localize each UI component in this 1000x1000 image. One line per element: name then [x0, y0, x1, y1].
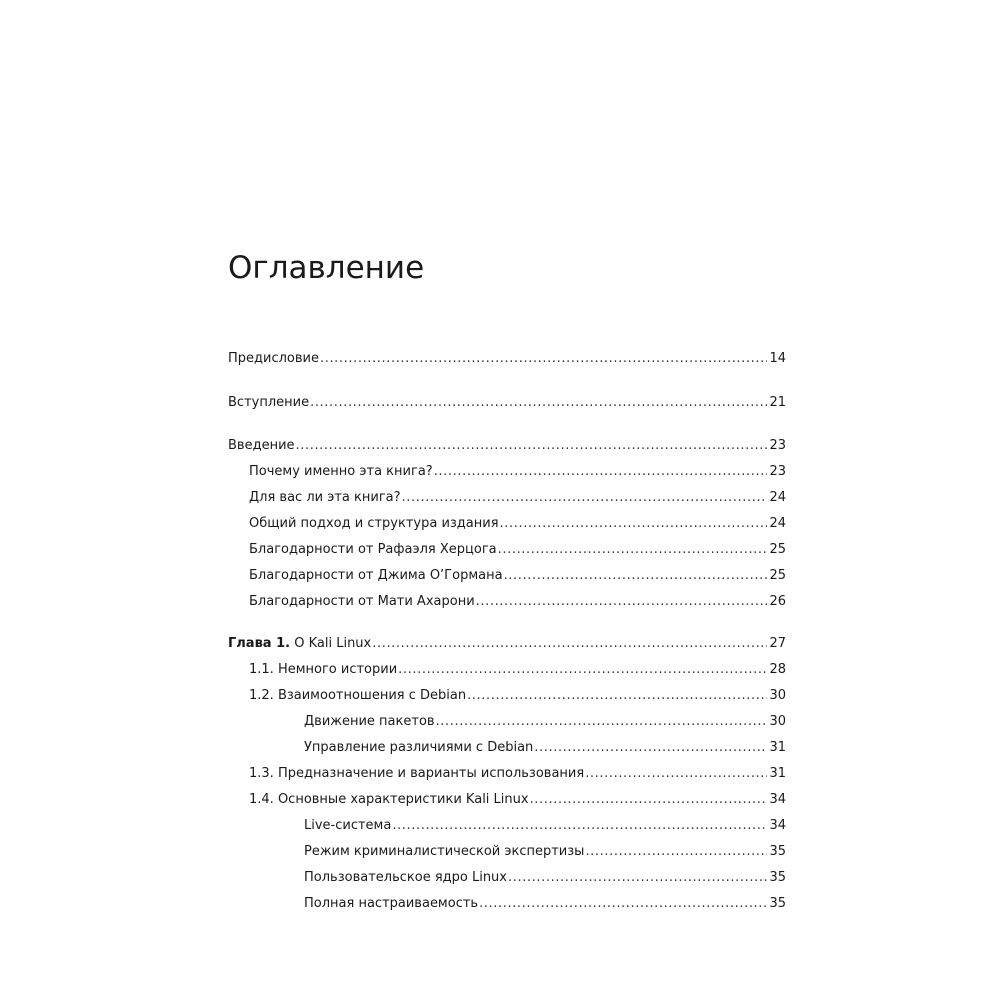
dot-leader	[434, 462, 768, 482]
toc-page-number: 26	[769, 594, 786, 609]
toc-entry[interactable]	[249, 592, 786, 612]
toc-page-number: 21	[769, 395, 786, 410]
dot-leader	[585, 764, 767, 784]
toc-page-number: 30	[769, 688, 786, 703]
toc-page-number: 28	[769, 662, 786, 677]
toc-page-number: 30	[769, 714, 786, 729]
toc-page-number: 25	[769, 542, 786, 557]
dot-leader	[296, 436, 768, 456]
toc-entry[interactable]	[249, 660, 786, 680]
toc-page-number: 24	[769, 516, 786, 531]
toc-entry[interactable]	[249, 540, 786, 560]
toc-entry[interactable]	[304, 712, 786, 732]
toc-entry-foreword[interactable]	[228, 393, 786, 413]
dot-leader	[372, 634, 767, 654]
toc-page-number: 34	[769, 792, 786, 807]
toc-entry[interactable]	[249, 462, 786, 482]
toc-entry-label: Благодарности от Мати Ахарони	[249, 594, 475, 609]
toc-page-number: 34	[769, 818, 786, 833]
page-title: Оглавление	[228, 250, 425, 286]
toc-entry-label: Вступление	[228, 395, 310, 410]
chapter-prefix: Глава 1.	[228, 636, 291, 651]
dot-leader	[530, 790, 768, 810]
dot-leader	[467, 686, 767, 706]
dot-leader	[476, 592, 768, 612]
toc-page-number: 31	[769, 740, 786, 755]
toc-page-number: 14	[769, 351, 786, 366]
toc-page-number: 24	[769, 490, 786, 505]
toc-entry[interactable]	[304, 842, 786, 862]
toc-page-number: 27	[769, 636, 786, 651]
toc-entry-label: 1.2. Взаимоотношения с Debian	[249, 688, 467, 703]
dot-leader	[398, 660, 767, 680]
toc-entry-label: Для вас ли эта книга?	[249, 490, 401, 505]
toc-entry-label: 1.3. Предназначение и варианты использования	[249, 766, 585, 781]
toc-entry-label: Предисловие	[228, 351, 319, 366]
dot-leader	[402, 488, 768, 508]
toc-entry[interactable]	[249, 488, 786, 508]
toc-entry-introduction[interactable]	[228, 436, 786, 456]
dot-leader	[436, 712, 768, 732]
toc-entry-label: Пользовательское ядро Linux	[304, 870, 507, 885]
dot-leader	[320, 349, 767, 369]
toc-entry-label: Live-система	[304, 818, 392, 833]
toc-entry[interactable]	[249, 790, 786, 810]
toc-entry-label: Управление различиями с Debian	[304, 740, 534, 755]
toc-entry-label: 1.4. Основные характеристики Kali Linux	[249, 792, 529, 807]
toc-entry-label: Благодарности от Рафаэля Херцога	[249, 542, 497, 557]
dot-leader	[498, 540, 768, 560]
toc-entry-preface[interactable]	[228, 349, 786, 369]
toc-entry[interactable]	[249, 686, 786, 706]
toc-entry-label: Почему именно эта книга?	[249, 464, 433, 479]
toc-page-number: 23	[769, 464, 786, 479]
dot-leader	[504, 566, 768, 586]
dot-leader	[500, 514, 768, 534]
toc-entry-label: Движение пакетов	[304, 714, 435, 729]
toc-entry-label: Благодарности от Джима О’Гормана	[249, 568, 503, 583]
toc-entry-chapter-1[interactable]	[228, 634, 786, 654]
dot-leader	[310, 393, 767, 413]
toc-page-number: 35	[769, 896, 786, 911]
toc-page-number: 23	[769, 438, 786, 453]
toc-entry[interactable]	[249, 764, 786, 784]
toc-entry-label	[228, 634, 371, 654]
toc-entry[interactable]	[304, 868, 786, 888]
toc-page-number: 31	[769, 766, 786, 781]
toc-entry-label: Общий подход и структура издания	[249, 516, 499, 531]
toc-entry-label: Введение	[228, 438, 295, 453]
chapter-title: О Kali Linux	[290, 636, 372, 651]
toc-page-number: 25	[769, 568, 786, 583]
dot-leader	[392, 816, 767, 836]
dot-leader	[534, 738, 767, 758]
dot-leader	[508, 868, 767, 888]
toc-entry-label: 1.1. Немного истории	[249, 662, 398, 677]
toc-entry[interactable]	[304, 738, 786, 758]
toc-entry-label: Режим криминалистической экспертизы	[304, 844, 585, 859]
toc-page-number: 35	[769, 870, 786, 885]
toc-entry[interactable]	[304, 816, 786, 836]
toc-entry[interactable]	[304, 894, 786, 914]
dot-leader	[585, 842, 767, 862]
toc-entry[interactable]	[249, 514, 786, 534]
dot-leader	[479, 894, 767, 914]
toc-entry-label: Полная настраиваемость	[304, 896, 479, 911]
toc-entry[interactable]	[249, 566, 786, 586]
toc-page-number: 35	[769, 844, 786, 859]
